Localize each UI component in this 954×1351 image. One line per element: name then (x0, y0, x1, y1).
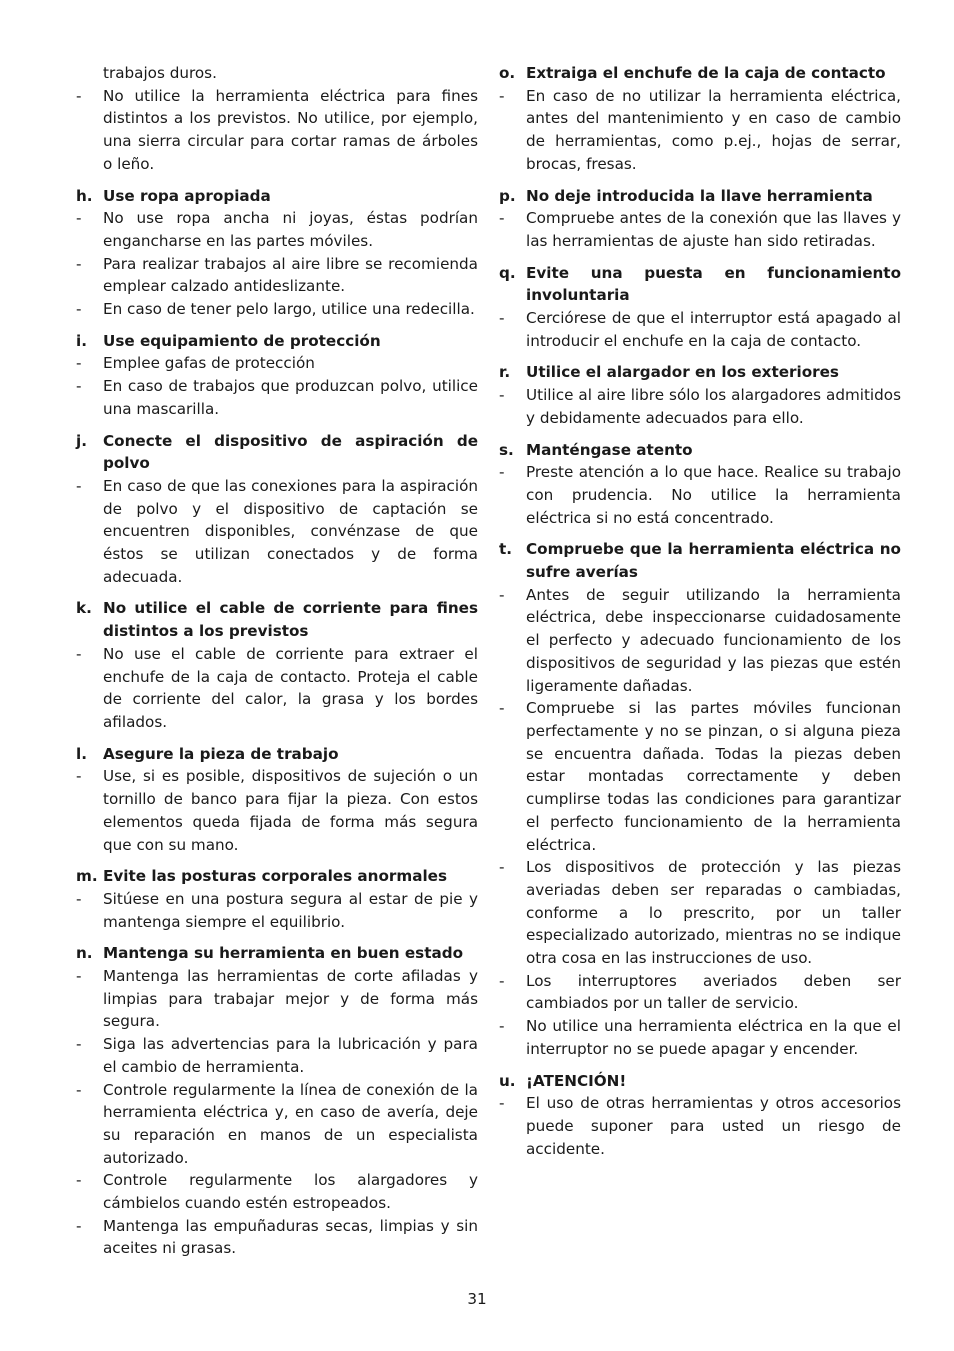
bullet-dash: - (499, 1017, 505, 1036)
list-item (499, 584, 901, 698)
section-title: Manténgase atento (526, 440, 693, 459)
list-item (76, 643, 478, 734)
section-letter: k. (76, 599, 92, 618)
section (76, 743, 478, 857)
section-title: Mantenga su herramienta en buen estado (103, 944, 464, 963)
section-title: Conecte el dispositivo de aspiración de polvo (103, 431, 478, 473)
bullet-dash: - (76, 767, 82, 786)
right-sections (499, 62, 901, 1160)
section (76, 85, 478, 176)
list-item-text: Para realizar trabajos al aire libre se recomienda emplear calzado antideslizante. (103, 254, 478, 296)
list-item-text: No utilice la herramienta eléctrica para fines distintos a los previstos. No utilice, por ejemplo, una sierra circular para cortar ramas de árboles o leño. (103, 86, 478, 173)
section (499, 1070, 901, 1161)
section-letter: s. (499, 440, 514, 459)
list-item-text: Controle regularmente la línea de conexión de la herramienta eléctrica y, en caso de avería, deje su reparación en manos de un especialista autorizado. (103, 1080, 478, 1167)
section-heading (499, 1070, 901, 1093)
list-item (76, 352, 478, 375)
list-item-text: El uso de otras herramientas y otros accesorios puede suponer para usted un riesgo de accidente. (526, 1094, 901, 1158)
section (499, 262, 901, 353)
list-item-text: Los dispositivos de protección y las piezas averiadas deben ser reparadas o cambiadas, conforme a lo prescrito, por un taller especializado autorizado, mientras no se indique otra cosa en las instrucciones de uso. (526, 858, 901, 968)
section-heading (499, 361, 901, 384)
section-title: Evite las posturas corporales anormales (103, 867, 448, 886)
list-item (76, 85, 478, 176)
section (76, 430, 478, 589)
section-heading (76, 185, 478, 208)
list-item-text: Sitúese en una postura segura al estar de pie y mantenga siempre el equilibrio. (103, 889, 478, 931)
section-letter: p. (499, 186, 516, 205)
section-heading (76, 865, 478, 888)
section-title: Use equipamiento de protección (103, 331, 381, 350)
bullet-dash: - (499, 971, 505, 990)
section-letter: t. (499, 540, 513, 559)
left-column (76, 62, 478, 1269)
list-item-text: Mantenga las empuñaduras secas, limpias y sin aceites ni grasas. (103, 1216, 478, 1258)
section (499, 361, 901, 429)
bullet-dash: - (76, 1035, 82, 1054)
list-item-text: Use, si es posible, dispositivos de sujeción o un tornillo de banco para fijar la pieza. Con estos elementos queda fijada de forma más segura que con su mano. (103, 767, 478, 854)
list-item-text: Utilice al aire libre sólo los alargadores admitidos y debidamente adecuados para ello. (526, 386, 901, 427)
bullet-dash: - (76, 476, 82, 495)
list-item (76, 965, 478, 1033)
section-title: Asegure la pieza de trabajo (103, 744, 339, 763)
section-title: No deje introducida la llave herramienta (526, 186, 873, 205)
section-letter: i. (76, 331, 87, 350)
list-item-text: Antes de seguir utilizando la herramienta eléctrica, debe inspeccionarse cuidadosamente el perfecto y adecuado funcionamiento de los dispositivos de seguridad y las piezas que estén ligeramente dañadas. (526, 585, 901, 695)
section (76, 597, 478, 733)
list-item-text: Mantenga las herramientas de corte afiladas y limpias para trabajar mejor y de forma más segura. (103, 967, 478, 1031)
section-heading (499, 538, 901, 583)
list-item (499, 461, 901, 529)
section-heading (76, 942, 478, 965)
section (76, 865, 478, 933)
bullet-dash: - (76, 1080, 82, 1099)
right-column (499, 62, 901, 1169)
section-heading (499, 62, 901, 85)
section-letter: l. (76, 744, 87, 763)
bullet-dash: - (499, 858, 505, 877)
section-title: Extraiga el enchufe de la caja de contacto (526, 64, 886, 82)
section-title: Compruebe que la herramienta eléctrica no sufre averías (526, 540, 901, 582)
bullet-dash: - (499, 209, 505, 228)
list-item (76, 1033, 478, 1078)
list-item-text: Controle regularmente los alargadores y cámbielos cuando estén estropeados. (103, 1171, 478, 1213)
section-title: Utilice el alargador en los exteriores (526, 363, 839, 382)
list-item-text: En caso de tener pelo largo, utilice una redecilla. (103, 300, 475, 319)
section-letter: u. (499, 1071, 516, 1090)
bullet-dash: - (76, 377, 82, 396)
section-letter: h. (76, 186, 93, 205)
section-letter: n. (76, 944, 93, 963)
list-item-text: Los interruptores averiados deben ser cambiados por un taller de servicio. (526, 971, 901, 1013)
section-heading (76, 430, 478, 475)
section-letter: m. (76, 867, 98, 886)
list-item (499, 85, 901, 176)
section-heading (76, 597, 478, 642)
bullet-dash: - (76, 86, 82, 105)
bullet-dash: - (499, 585, 505, 604)
list-item (76, 475, 478, 589)
section-letter: o. (499, 64, 516, 82)
list-item (499, 697, 901, 856)
bullet-dash: - (76, 644, 82, 663)
list-item (76, 253, 478, 298)
list-item (499, 307, 901, 352)
bullet-dash: - (76, 1216, 82, 1235)
bullet-dash: - (499, 463, 505, 482)
list-item-text: En caso de no utilizar la herramienta eléctrica, antes del mantenimiento y en caso de cambio de herramientas, como p.ej., hojas de serrar, brocas, fresas. (526, 86, 901, 173)
list-item-text: En caso de trabajos que produzcan polvo, utilice una mascarilla. (103, 377, 478, 418)
bullet-dash: - (499, 699, 505, 718)
bullet-dash: - (76, 889, 82, 908)
section (499, 439, 901, 530)
section-heading (76, 743, 478, 766)
list-item (76, 1169, 478, 1214)
list-item (76, 1079, 478, 1170)
list-item-text: Cerciórese de que el interruptor está apagado al introducir el enchufe en la caja de contacto. (526, 309, 901, 350)
left-sections (76, 85, 478, 1260)
list-item (499, 1092, 901, 1160)
list-item-text: No utilice una herramienta eléctrica en la que el interruptor no se puede apagar y encender. (526, 1017, 901, 1058)
list-item (499, 856, 901, 970)
section (499, 62, 901, 176)
section-title: Use ropa apropiada (103, 186, 271, 205)
section (76, 185, 478, 321)
list-item (76, 375, 478, 420)
section (499, 538, 901, 1060)
list-item (499, 207, 901, 252)
list-item (76, 888, 478, 933)
list-item (499, 384, 901, 429)
section-title: ¡ATENCIÓN! (526, 1071, 627, 1090)
list-item (76, 207, 478, 252)
bullet-dash: - (76, 967, 82, 986)
list-item (76, 298, 478, 321)
list-item (499, 970, 901, 1015)
section (76, 942, 478, 1260)
list-item (499, 1015, 901, 1060)
list-item-text: No use el cable de corriente para extraer el enchufe de la caja de contacto. Proteja el cable de corriente del calor, la grasa y los bordes afilados. (103, 644, 478, 731)
page-number: 31 (467, 1290, 487, 1308)
section-heading (499, 185, 901, 208)
bullet-dash: - (76, 254, 82, 273)
section-letter: q. (499, 263, 516, 282)
section (499, 185, 901, 253)
section-heading (499, 262, 901, 307)
bullet-dash: - (76, 354, 82, 373)
section (76, 330, 478, 421)
section-heading (499, 439, 901, 462)
list-item-text: Emplee gafas de protección (103, 354, 315, 373)
list-item-text: Preste atención a lo que hace. Realice su trabajo con prudencia. No utilice la herramienta eléctrica si no está concentrado. (526, 463, 901, 527)
list-item-text: En caso de que las conexiones para la aspiración de polvo y el dispositivo de captación se encuentren disponibles, convénzase de que éstos se utilizan conectados y de forma adecuada. (103, 476, 478, 586)
section-title: Evite una puesta en funcionamiento involuntaria (526, 263, 901, 305)
section-heading (76, 330, 478, 353)
list-item (76, 1215, 478, 1260)
continuation-text: trabajos duros. (103, 64, 217, 82)
section-letter: r. (499, 363, 511, 382)
list-item-text: Compruebe si las partes móviles funcionan perfectamente y no se pinzan, o si alguna pieza se encuentra dañada. Todas la piezas deben estar montadas correctamente y deben cumplirse todas las condiciones para garantizar el perfecto funcionamiento de la herramienta eléctrica. (526, 699, 901, 854)
bullet-dash: - (499, 86, 505, 105)
bullet-dash: - (76, 209, 82, 228)
bullet-dash: - (499, 309, 505, 328)
bullet-dash: - (499, 1094, 505, 1113)
list-item-text: Compruebe antes de la conexión que las llaves y las herramientas de ajuste han sido retiradas. (526, 209, 901, 250)
list-item-text: Siga las advertencias para la lubricación y para el cambio de herramienta. (103, 1035, 478, 1076)
list-item-text: No use ropa ancha ni joyas, éstas podrían engancharse en las partes móviles. (103, 209, 478, 250)
section-letter: j. (76, 431, 87, 450)
section-title: No utilice el cable de corriente para fines distintos a los previstos (103, 599, 478, 641)
bullet-dash: - (76, 1171, 82, 1190)
bullet-dash: - (76, 300, 82, 319)
list-item (76, 765, 478, 856)
bullet-dash: - (499, 386, 505, 405)
